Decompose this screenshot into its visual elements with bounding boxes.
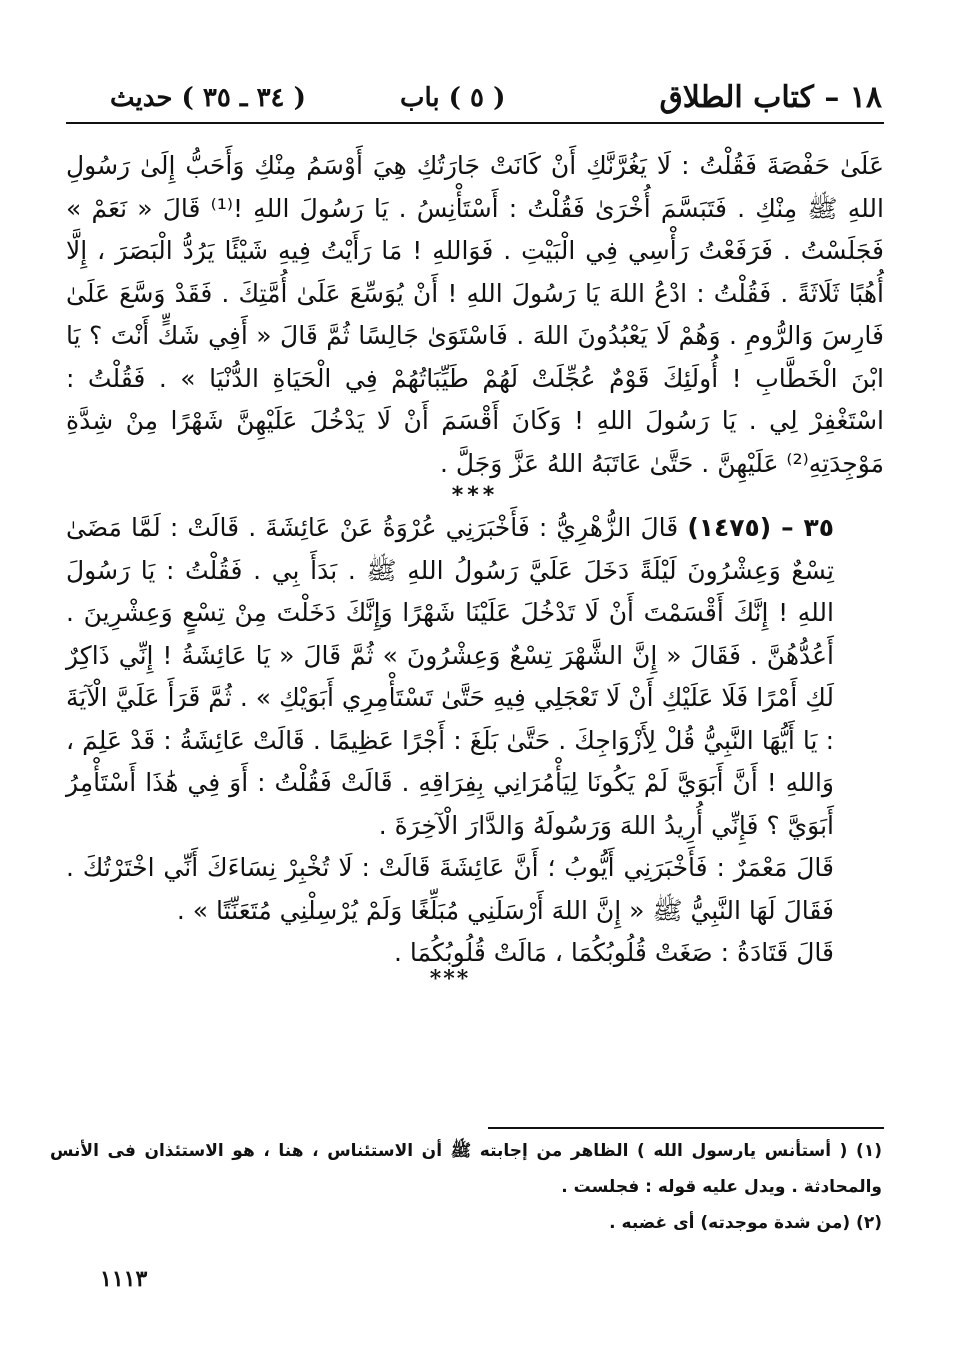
hadith-number: ٣٥ – (١٤٧٥): [687, 513, 834, 542]
paragraph-hadith-35: [66, 507, 884, 847]
footnotes: [50, 1133, 882, 1241]
hadith-range-heading: ( ٣٤ ـ ٣٥ ) حديث: [110, 83, 306, 113]
hadith-35-text: قَالَ الزُّهْرِيُّ : فَأَخْبَرَنِي عُرْوَةُ عَنْ عَائِشَةَ . قَالَتْ : لَمَّا مَضَىٰ تِسْعٌ وَعِشْرُونَ لَيْلَةً دَخَلَ عَلَيَّ رَسُولُ اللهِ ﷺ . بَدَأَ بِي . فَقُلْتُ : يَا رَسُولَ اللهِ ! إِنَّكَ أَقْسَمْتَ أَنْ لَا تَدْخُلَ عَلَيْنَا شَهْرًا وَإِنَّكَ دَخَلْتَ مِنْ تِسْعٍ وَعِشْرِينَ . أَعُدُّهُنَّ . فَقَالَ « إِنَّ الشَّهْرَ تِسْعٌ وَعِشْرُونَ » ثُمَّ قَالَ « يَا عَائِشَةُ ! إِنِّي ذَاكِرٌ لَكِ أَمْرًا فَلَا عَلَيْكِ أَنْ لَا تَعْجَلِي فِيهِ حَتَّىٰ تَسْتَأْمِرِي أَبَوَيْكِ » . ثُمَّ قَرَأَ عَلَيَّ الْآيَةَ : يَا أَيُّهَا النَّبِيُّ قُلْ لِأَزْوَاجِكَ . حَتَّىٰ بَلَغَ : أَجْرًا عَظِيمًا . قَالَتْ عَائِشَةُ : قَدْ عَلِمَ ، وَاللهِ ! أَنَّ أَبَوَيَّ لَمْ يَكُونَا لِيَأْمُرَانِي بِفِرَاقِهِ . قَالَتْ فَقُلْتُ : أَوَ فِي هَٰذَا أَسْتَأْمِرُ أَبَوَيَّ ؟ فَإِنِّي أُرِيدُ اللهَ وَرَسُولَهُ وَالدَّارَ الْآخِرَةَ .: [66, 513, 834, 840]
chapter-heading: ١٨ – كتاب الطلاق: [659, 80, 882, 115]
footnote-2: (٢) (من شدة موجدته) أى غضبه .: [609, 1213, 882, 1233]
page-number: ١١١٣: [100, 1266, 148, 1292]
running-header: [70, 78, 882, 118]
paragraph-qatada: قَالَ قَتَادَةُ : صَغَتْ قُلُوبُكُمَا ، مَالَتْ قُلُوبُكُمَا .: [393, 938, 834, 967]
section-separator: ***: [451, 483, 499, 508]
paragraph-hadith-34-end: عَلَىٰ حَفْصَةَ فَقُلْتُ : لَا يَغُرَّنَّكِ أَنْ كَانَتْ جَارَتُكِ هِيَ أَوْسَمُ مِنْكِ وَأَحَبُّ إِلَىٰ رَسُولِ اللهِ ﷺ مِنْكِ . فَتَبَسَّمَ أُخْرَىٰ فَقُلْتُ : أَسْتَأْنِسُ . يَا رَسُولَ اللهِ !⁽¹⁾ قَالَ « نَعَمْ » فَجَلَسْتُ . فَرَفَعْتُ رَأْسِي فِي الْبَيْتِ . فَوَاللهِ ! مَا رَأَيْتُ فِيهِ شَيْئًا يَرُدُّ الْبَصَرَ ، إِلَّا أُهُبًا ثَلَاثَةً . فَقُلْتُ : ادْعُ اللهَ يَا رَسُولَ اللهِ ! أَنْ يُوَسِّعَ عَلَىٰ أُمَّتِكَ . فَقَدْ وَسَّعَ عَلَىٰ فَارِسَ وَالرُّومِ . وَهُمْ لَا يَعْبُدُونَ اللهَ . فَاسْتَوَىٰ جَالِسًا ثُمَّ قَالَ « أَفِي شَكٍّ أَنْتَ ؟ يَا ابْنَ الْخَطَّابِ ! أُولَئِكَ قَوْمٌ عُجِّلَتْ لَهُمْ طَيِّبَاتُهُمْ فِي الْحَيَاةِ الدُّنْيَا » . فَقُلْتُ : اسْتَغْفِرْ لِي . يَا رَسُولَ اللهِ ! وَكَانَ أَقْسَمَ أَنْ لَا يَدْخُلَ عَلَيْهِنَّ شَهْرًا مِنْ شِدَّةِ مَوْجِدَتِهِ⁽²⁾ عَلَيْهِنَّ . حَتَّىٰ عَاتَبَهُ اللهُ عَزَّ وَجَلَّ .: [66, 151, 884, 478]
paragraph-mamar: قَالَ مَعْمَرٌ : فَأَخْبَرَنِي أَيُّوبُ ؛ أَنَّ عَائِشَةَ قَالَتْ : لَا تُخْبِرْ نِسَاءَكَ أَنِّي اخْتَرْتُكَ . فَقَالَ لَهَا النَّبِيُّ ﷺ « إِنَّ اللهَ أَرْسَلَنِي مُبَلِّغًا وَلَمْ يُرْسِلْنِي مُتَعَنِّتًا » .: [66, 853, 834, 925]
end-ornament: ***: [429, 966, 471, 992]
main-text: [66, 145, 884, 975]
bab-heading: ( ٥ ) باب: [400, 83, 506, 113]
footnote-divider: [488, 1127, 884, 1129]
footnote-1: (١) ( أستأنس يارسول الله ) الظاهر من إجابته ﷺ أن الاستئناس ، هنا ، هو الاستئذان فى الأنس والمحادثة . ويدل عليه قوله : فجلست .: [50, 1141, 882, 1197]
header-divider: [66, 122, 884, 124]
